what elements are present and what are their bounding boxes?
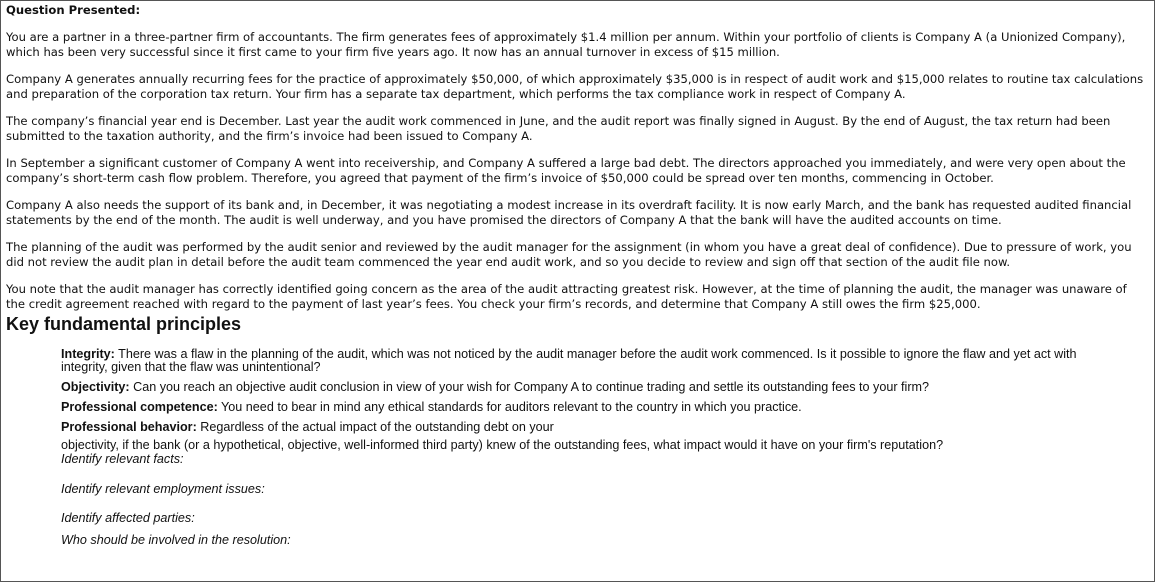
prompt-resolution: Who should be involved in the resolution: xyxy=(61,533,291,547)
principle-text: There was a flaw in the planning of the audit, which was not noticed by the audit manager before the audit work commenced. Is it possible to ignore the flaw and yet act with integrity, given that the flaw was unintentional? xyxy=(61,347,1077,374)
paragraph-4: In September a significant customer of Company A went into receivership, and Company A suffered a large bad debt. The directors approached you immediately, and were very open about the company’s short-term cash flow problem. Therefore, you agreed that payment of the firm’s invoice of $50,000 could be spread over ten months, commencing in October. xyxy=(6,156,1126,185)
paragraph-7: You note that the audit manager has correctly identified going concern as the area of the audit attracting greatest risk. However, at the time of planning the audit, the manager was unaware of the credit agreement reached with regard to the payment of last year’s fees. You check your firm’s records, and determine that Company A still owes the firm $25,000. xyxy=(6,282,1127,311)
principles-title: Key fundamental principles xyxy=(6,314,242,334)
principle-behavior xyxy=(61,421,1114,434)
principle-competence xyxy=(61,401,1114,414)
prompt-affected-parties: Identify affected parties: xyxy=(61,511,195,525)
principle-integrity xyxy=(61,348,1114,374)
question-heading: Question Presented: xyxy=(6,3,141,17)
principle-label: Professional competence: xyxy=(61,400,218,414)
paragraph-6: The planning of the audit was performed by the audit senior and reviewed by the audit manager for the assignment (in whom you have a great deal of confidence). Due to pressure of work, you did not review the audit plan in detail before the audit team commenced the year end audit work, and so you decide to review and sign off that section of the audit file now. xyxy=(6,240,1132,269)
principle-text: You need to bear in mind any ethical standards for auditors relevant to the country in which you practice. xyxy=(217,400,802,414)
principle-label: Integrity: xyxy=(61,347,115,361)
principle-behavior-continued: objectivity, if the bank (or a hypothetical, objective, well-informed third party) knew of the outstanding fees, what impact would it have on your firm's reputation? xyxy=(61,438,944,452)
principle-objectivity xyxy=(61,381,1114,394)
question-section xyxy=(1,3,1154,312)
principles-list xyxy=(61,348,1114,547)
principle-text: Regardless of the actual impact of the outstanding debt on your xyxy=(196,420,554,434)
paragraph-1: You are a partner in a three-partner firm of accountants. The firm generates fees of approximately $1.4 million per annum. Within your portfolio of clients is Company A (a Unionized Company), which has been very successful since it first came to your firm five years ago. It now has an annual turnover in excess of $15 million. xyxy=(6,30,1126,59)
paragraph-3: The company’s financial year end is December. Last year the audit work commenced in June, and the audit report was finally signed in August. By the end of August, the tax return had been submitted to the taxation authority, and the firm’s invoice had been issued to Company A. xyxy=(6,114,1111,143)
paragraph-5: Company A also needs the support of its bank and, in December, it was negotiating a modest increase in its overdraft facility. It is now early March, and the bank has requested audited financial statements by the end of the month. The audit is well underway, and you have promised the directors of Company A that the bank will have the audited accounts on time. xyxy=(6,198,1132,227)
paragraph-2: Company A generates annually recurring fees for the practice of approximately $50,000, of which approximately $35,000 is in respect of audit work and $15,000 relates to routine tax calculations and preparation of the corporation tax return. Your firm has a separate tax department, which performs the tax compliance work in respect of Company A. xyxy=(6,72,1144,101)
prompt-relevant-facts: Identify relevant facts: xyxy=(61,452,184,466)
prompt-employment-issues: Identify relevant employment issues: xyxy=(61,482,265,496)
principle-label: Professional behavior: xyxy=(61,420,197,434)
principle-label: Objectivity: xyxy=(61,380,130,394)
principle-text: Can you reach an objective audit conclusion in view of your wish for Company A to continue trading and settle its outstanding fees to your firm? xyxy=(129,380,930,394)
